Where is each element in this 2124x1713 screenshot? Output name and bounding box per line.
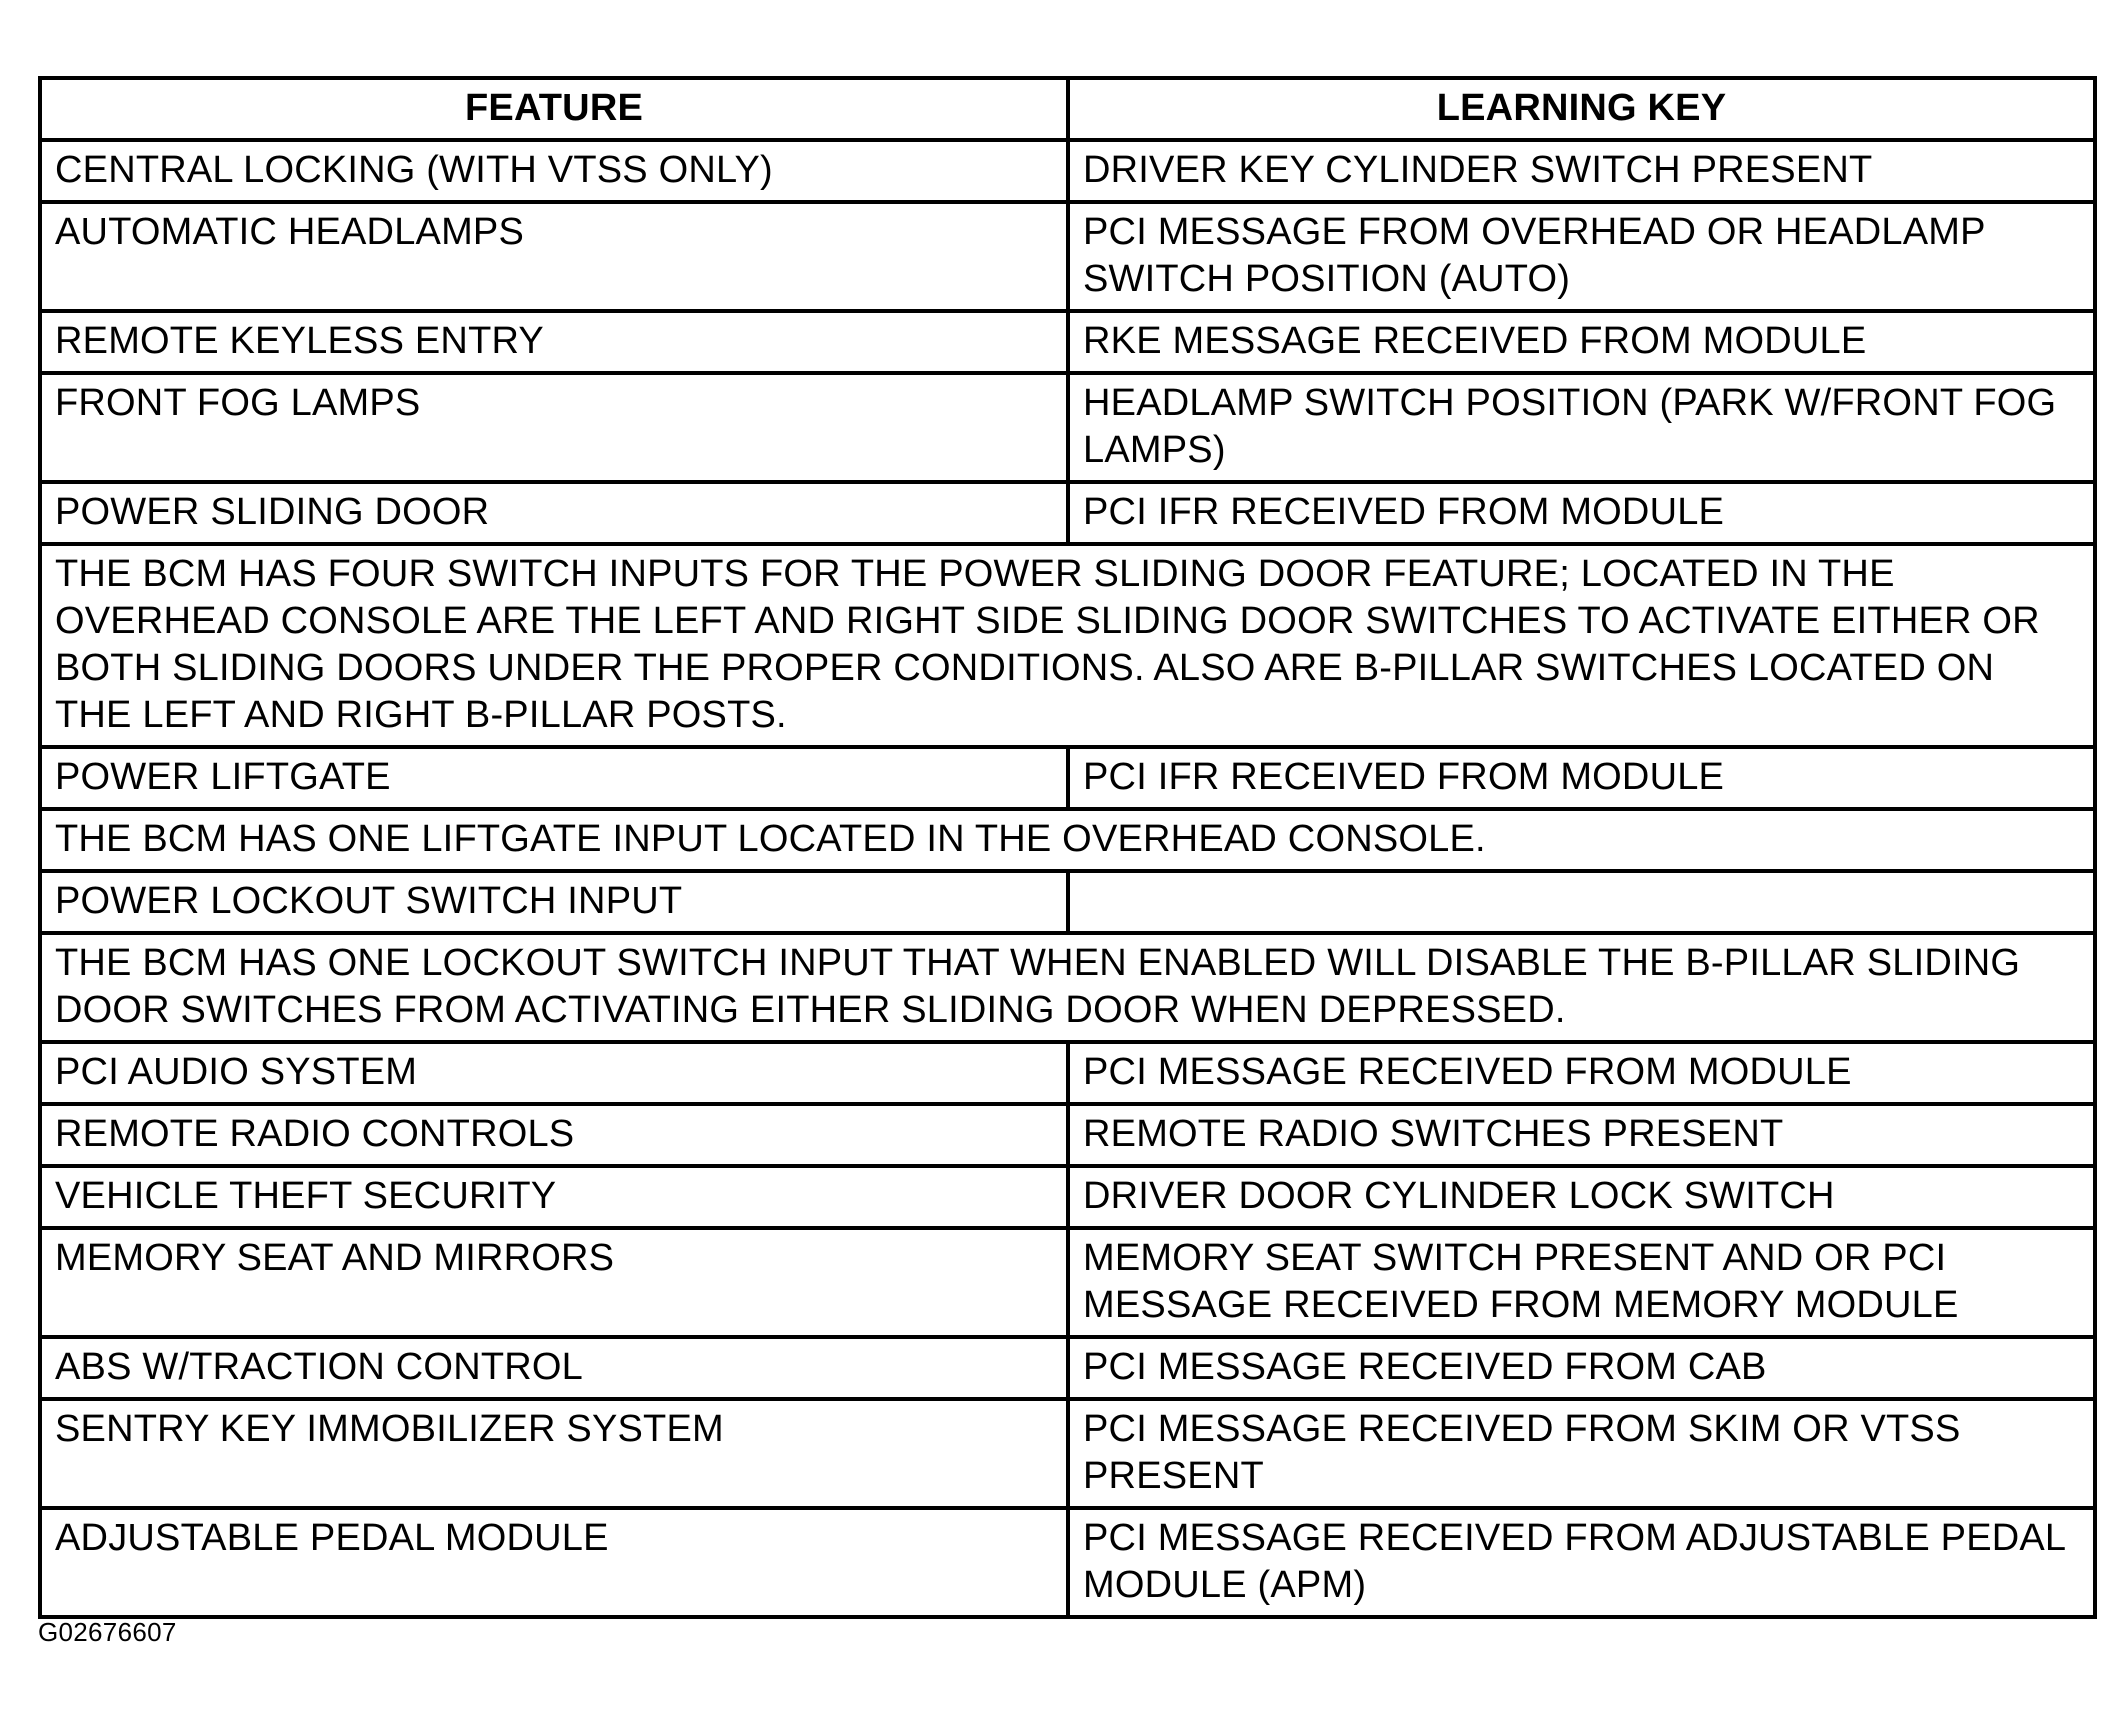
feature-cell: REMOTE RADIO CONTROLS [40, 1104, 1068, 1166]
feature-cell: POWER LOCKOUT SWITCH INPUT [40, 871, 1068, 933]
table-row [40, 373, 2095, 482]
table-row [40, 1228, 2095, 1337]
feature-cell: REMOTE KEYLESS ENTRY [40, 311, 1068, 373]
note-row [40, 933, 2095, 1042]
note-row [40, 809, 2095, 871]
feature-cell: POWER SLIDING DOOR [40, 482, 1068, 544]
note-cell: THE BCM HAS ONE LIFTGATE INPUT LOCATED IN THE OVERHEAD CONSOLE. [40, 809, 2095, 871]
table-row [40, 1399, 2095, 1508]
table-row [40, 747, 2095, 809]
learning-key-cell: PCI MESSAGE RECEIVED FROM MODULE [1068, 1042, 2095, 1104]
feature-cell: PCI AUDIO SYSTEM [40, 1042, 1068, 1104]
learning-key-cell: REMOTE RADIO SWITCHES PRESENT [1068, 1104, 2095, 1166]
table-row [40, 202, 2095, 311]
feature-cell: VEHICLE THEFT SECURITY [40, 1166, 1068, 1228]
header-learning-key: LEARNING KEY [1068, 78, 2095, 140]
table-row [40, 1042, 2095, 1104]
learning-key-cell: MEMORY SEAT SWITCH PRESENT AND OR PCI MESSAGE RECEIVED FROM MEMORY MODULE [1068, 1228, 2095, 1337]
learning-key-cell: PCI MESSAGE FROM OVERHEAD OR HEADLAMP SWITCH POSITION (AUTO) [1068, 202, 2095, 311]
feature-cell: ABS W/TRACTION CONTROL [40, 1337, 1068, 1399]
feature-cell: SENTRY KEY IMMOBILIZER SYSTEM [40, 1399, 1068, 1508]
note-cell: THE BCM HAS FOUR SWITCH INPUTS FOR THE POWER SLIDING DOOR FEATURE; LOCATED IN THE OVERHEAD CONSOLE ARE THE LEFT AND RIGHT SIDE SLIDING DOOR SWITCHES TO ACTIVATE EITHER OR BOTH SLIDING DOORS UNDER THE PROPER CONDITIONS. ALSO ARE B-PILLAR SWITCHES LOCATED ON THE LEFT AND RIGHT B-PILLAR POSTS. [40, 544, 2095, 747]
learning-key-cell: DRIVER KEY CYLINDER SWITCH PRESENT [1068, 140, 2095, 202]
note-row [40, 544, 2095, 747]
learning-key-cell: PCI MESSAGE RECEIVED FROM SKIM OR VTSS PRESENT [1068, 1399, 2095, 1508]
feature-cell: POWER LIFTGATE [40, 747, 1068, 809]
table-row [40, 140, 2095, 202]
feature-learning-table [38, 76, 2097, 1619]
learning-key-cell: DRIVER DOOR CYLINDER LOCK SWITCH [1068, 1166, 2095, 1228]
table-row [40, 871, 2095, 933]
learning-key-cell: HEADLAMP SWITCH POSITION (PARK W/FRONT FOG LAMPS) [1068, 373, 2095, 482]
feature-cell: MEMORY SEAT AND MIRRORS [40, 1228, 1068, 1337]
learning-key-cell [1068, 871, 2095, 933]
table-row [40, 1508, 2095, 1617]
figure-id: G02676607 [38, 1617, 177, 1647]
header-feature: FEATURE [40, 78, 1068, 140]
header-row [40, 78, 2095, 140]
learning-key-cell: PCI MESSAGE RECEIVED FROM CAB [1068, 1337, 2095, 1399]
learning-key-cell: RKE MESSAGE RECEIVED FROM MODULE [1068, 311, 2095, 373]
table-row [40, 482, 2095, 544]
learning-key-cell: PCI MESSAGE RECEIVED FROM ADJUSTABLE PEDAL MODULE (APM) [1068, 1508, 2095, 1617]
learning-key-cell: PCI IFR RECEIVED FROM MODULE [1068, 747, 2095, 809]
feature-cell: FRONT FOG LAMPS [40, 373, 1068, 482]
note-cell: THE BCM HAS ONE LOCKOUT SWITCH INPUT THAT WHEN ENABLED WILL DISABLE THE B-PILLAR SLIDING DOOR SWITCHES FROM ACTIVATING EITHER SLIDING DOOR WHEN DEPRESSED. [40, 933, 2095, 1042]
learning-key-cell: PCI IFR RECEIVED FROM MODULE [1068, 482, 2095, 544]
table-row [40, 1337, 2095, 1399]
table-row [40, 1166, 2095, 1228]
table-row [40, 1104, 2095, 1166]
table-row [40, 311, 2095, 373]
feature-cell: CENTRAL LOCKING (WITH VTSS ONLY) [40, 140, 1068, 202]
feature-cell: ADJUSTABLE PEDAL MODULE [40, 1508, 1068, 1617]
feature-cell: AUTOMATIC HEADLAMPS [40, 202, 1068, 311]
